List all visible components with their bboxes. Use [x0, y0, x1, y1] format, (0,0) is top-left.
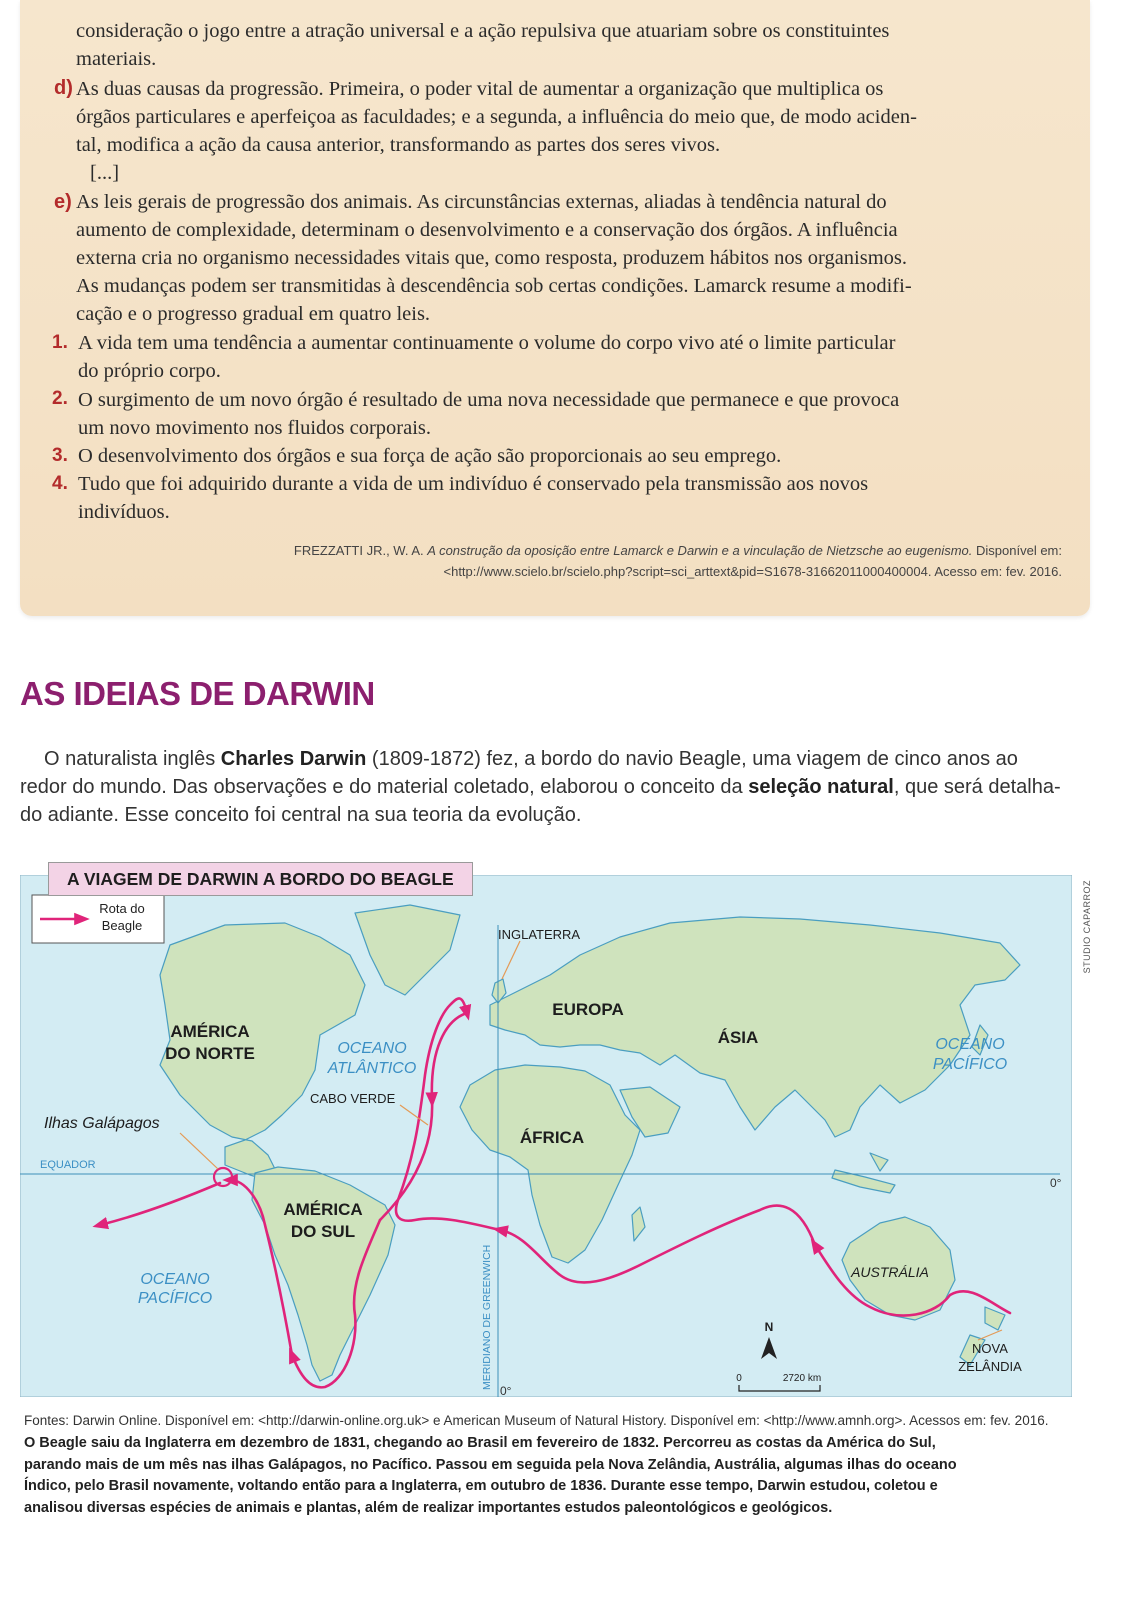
map-caption: O Beagle saiu da Inglaterra em dezembro de 1831, chegando ao Brasil em fevereiro de 1832. Percorreu as costas da América do Sul, parando mais de um mês nas ilhas Galápagos, no Pacífico. Passou em seguida pela Nova Zelândia, Austrália, algumas ilhas do oceano Índico, pelo Brasil novamente, voltando então para a Inglaterra, em outubro de 1836. Durante esse tempo, Darwin estudou, coletou e analisou diversas espécies de animais e plantas, além de realizar importantes estudos paleontológicos e geológicos. — [24, 1435, 957, 1516]
label-europa: EUROPA — [552, 1000, 624, 1019]
label-asia: ÁSIA — [717, 1028, 759, 1047]
map-sources: Fontes: Darwin Online. Disponível em: <http://darwin-online.org.uk> e American Museum of Natural History. Disponível em: <http://www.amnh.org>. Acessos em: fev. 2016. — [24, 1413, 1049, 1428]
item-d-text: As duas causas da progressão. Primeira, o poder vital de aumentar a organização que multiplica os órgãos particulares e aperfeiçoa as faculdades; e a segunda, a influência do meio que, de modo aciden- tal, modifica a ação da causa anterior, transformando as partes dos seres vivos. — [76, 78, 917, 156]
label-nova-zelandia-2: ZELÂNDIA — [958, 1359, 1022, 1374]
label-inglaterra: INGLATERRA — [498, 927, 581, 942]
label-oceano-pacifico-east-2: PACÍFICO — [932, 1056, 1008, 1073]
label-oceano-pacifico-west-2: PACÍFICO — [137, 1290, 213, 1307]
label-australia: AUSTRÁLIA — [851, 1264, 929, 1280]
label-america-norte-1: AMÉRICA — [170, 1022, 250, 1041]
label-america-sul-1: AMÉRICA — [283, 1200, 363, 1219]
citation-author: FREZZATTI JR., W. A. — [293, 543, 424, 558]
label-nova-zelandia-1: NOVA — [972, 1341, 1008, 1356]
label-america-sul-2: DO SUL — [290, 1222, 356, 1241]
section-title: AS IDEIAS DE DARWIN — [20, 675, 375, 712]
excerpt-continuation: consideração o jogo entre a atração universal e a ação repulsiva que atuariam sobre os constituintes materiais. — [76, 20, 890, 70]
item-d-marker: d) — [54, 77, 73, 99]
label-zero-longitude: 0° — [500, 1384, 512, 1397]
intro-paragraph: O naturalista inglês Charles Darwin (1809-1872) fez, a bordo do navio Beagle, uma viagem de cinco anos ao redor do mundo. Das observações e do material coletado, elaborou o conceito da seleção natural, que será detalha- do adiante. Esse conceito foi central na sua teoria da evolução. — [20, 748, 1061, 826]
label-oceano-atlantico-2: ATLÂNTICO — [327, 1060, 417, 1077]
citation-available: Disponível em: — [976, 543, 1062, 558]
scale-zero: 0 — [736, 1373, 742, 1384]
ellipsis: [...] — [90, 162, 120, 184]
law-3-number: 3. — [52, 445, 68, 466]
citation-work: A construção da oposição entre Lamarck e Darwin e a vinculação de Nietzsche ao eugenismo. — [427, 543, 973, 558]
map-legend — [32, 895, 164, 943]
legend-label-line2: Beagle — [101, 918, 143, 933]
map-credit: STUDIO CAPARROZ — [1082, 880, 1092, 974]
term-selecao-natural: seleção natural — [748, 776, 894, 798]
scale-km: 2720 km — [782, 1373, 822, 1384]
label-oceano-pacifico-east-1: OCEANO — [935, 1036, 1005, 1053]
term-charles-darwin: Charles Darwin — [220, 748, 367, 770]
label-equador: EQUADOR — [40, 1159, 96, 1171]
law-4-text: Tudo que foi adquirido durante a vida de um indivíduo é conservado pela transmissão aos novos indivíduos. — [78, 473, 869, 523]
label-meridiano-greenwich: MERIDIANO DE GREENWICH — [481, 1244, 493, 1390]
law-2-text: O surgimento de um novo órgão é resultado de uma nova necessidade que permanece e que provoca um novo movimento nos fluidos corporais. — [78, 389, 900, 439]
label-america-norte-2: DO NORTE — [165, 1044, 255, 1063]
law-1-text: A vida tem uma tendência a aumentar continuamente o volume do corpo vivo até o limite particular do próprio corpo. — [78, 332, 896, 382]
legend-label-line1: Rota do — [99, 901, 145, 916]
label-zero-latitude: 0° — [1050, 1176, 1062, 1190]
label-oceano-atlantico-1: OCEANO — [337, 1040, 407, 1057]
excerpt-box — [20, 0, 1090, 616]
label-galapagos: Ilhas Galápagos — [44, 1115, 160, 1132]
item-e-marker: e) — [54, 191, 72, 213]
citation-url: <http://www.scielo.br/scielo.php?script=sci_arttext&pid=S1678-31662011000400004. Acesso em: fev. 2016. — [443, 564, 1062, 579]
label-africa: ÁFRICA — [519, 1128, 585, 1147]
citation — [294, 540, 1062, 582]
law-2-number: 2. — [52, 388, 68, 409]
north-label: N — [764, 1320, 774, 1334]
law-3-text: O desenvolvimento dos órgãos e sua força de ação são proporcionais ao seu emprego. — [78, 445, 782, 467]
label-oceano-pacifico-west-1: OCEANO — [140, 1271, 210, 1288]
law-4-number: 4. — [52, 473, 68, 494]
map-title: A VIAGEM DE DARWIN A BORDO DO BEAGLE — [48, 862, 473, 896]
item-e-text: As leis gerais de progressão dos animais. As circunstâncias externas, aliadas à tendência natural do aumento de complexidade, determinam o desenvolvimento e a conservação dos órgãos. A influência externa cria no organismo necessidades vitais que, como resposta, produzem hábitos nos organismos. As mudanças podem ser transmitidas à descendência sob certas condições. Lamarck resume a modifi- cação e o progresso gradual em quatro leis. — [76, 191, 912, 325]
label-cabo-verde: CABO VERDE — [310, 1091, 396, 1106]
law-1-number: 1. — [52, 332, 68, 353]
beagle-voyage-map — [20, 875, 1072, 1397]
